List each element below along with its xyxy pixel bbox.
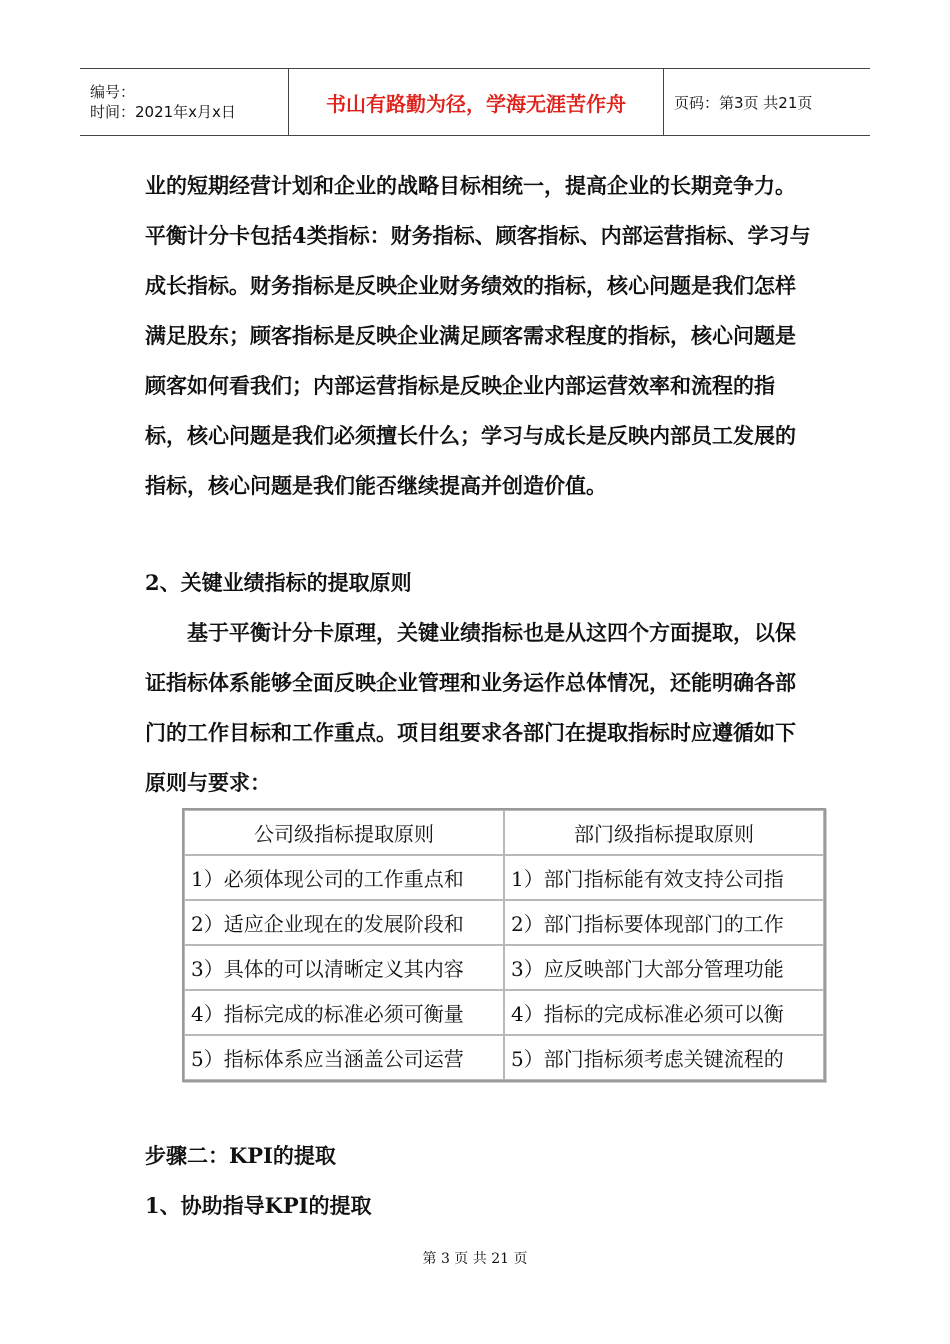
step2-title: 步骤二：KPI的提取 [145,1143,336,1168]
table-cell: 4）指标的完成标准必须可以衡 [504,990,824,1035]
table-cell: 5）指标体系应当涵盖公司运营 [184,1035,504,1080]
header-number-label: 编号： [90,83,136,101]
step2-subtitle: 1、协助指导KPI的提取 [145,1193,372,1218]
page-footer: 第 3 页 共 21 页 [422,1251,528,1267]
table-header-row [184,810,824,855]
column-header-company: 公司级指标提取原则 [184,810,504,855]
header-time-label: 时间：2021年x月x日 [90,103,236,121]
body-paragraph-2: 基于平衡计分卡原理，关键业绩指标也是从这四个方面提取，以保证指标体系能够全面反映企业管理和业务运作总体情况，还能明确各部门的工作目标和工作重点。项目组要求各部门在提取指标时应遵循如下原则与要求： [145,620,796,795]
table-row [184,945,824,990]
table-row [184,900,824,945]
page-header [80,68,870,136]
table-cell: 4）指标完成的标准必须可衡量 [184,990,504,1035]
body-paragraph-1: 业的短期经营计划和企业的战略目标相统一，提高企业的长期竞争力。平衡计分卡包括4类指标：财务指标、顾客指标、内部运营指标、学习与成长指标。财务指标是反映企业财务绩效的指标，核心问题是我们怎样满足股东；顾客指标是反映企业满足顾客需求程度的指标，核心问题是顾客如何看我们；内部运营指标是反映企业内部运营效率和流程的指标，核心问题是我们必须擅长什么；学习与成长是反映内部员工发展的指标，核心问题是我们能否继续提高并创造价值。 [145,173,811,498]
table-row [184,855,824,900]
table-row [184,1035,824,1080]
table-cell: 1）必须体现公司的工作重点和 [184,855,504,900]
table-cell: 3）具体的可以清晰定义其内容 [184,945,504,990]
principles-table [182,808,826,1082]
table-cell: 2）部门指标要体现部门的工作 [504,900,824,945]
table-cell: 1）部门指标能有效支持公司指 [504,855,824,900]
table-cell: 5）部门指标须考虑关键流程的 [504,1035,824,1080]
header-motto: 书山有路勤为径，学海无涯苦作舟 [289,69,664,136]
column-header-department: 部门级指标提取原则 [504,810,824,855]
header-page-info: 页码：第3页 共21页 [664,69,871,136]
table-row [184,990,824,1035]
table-cell: 3）应反映部门大部分管理功能 [504,945,824,990]
section-heading-2: 2、关键业绩指标的提取原则 [145,570,412,595]
header-meta [80,69,289,136]
table-cell: 2）适应企业现在的发展阶段和 [184,900,504,945]
